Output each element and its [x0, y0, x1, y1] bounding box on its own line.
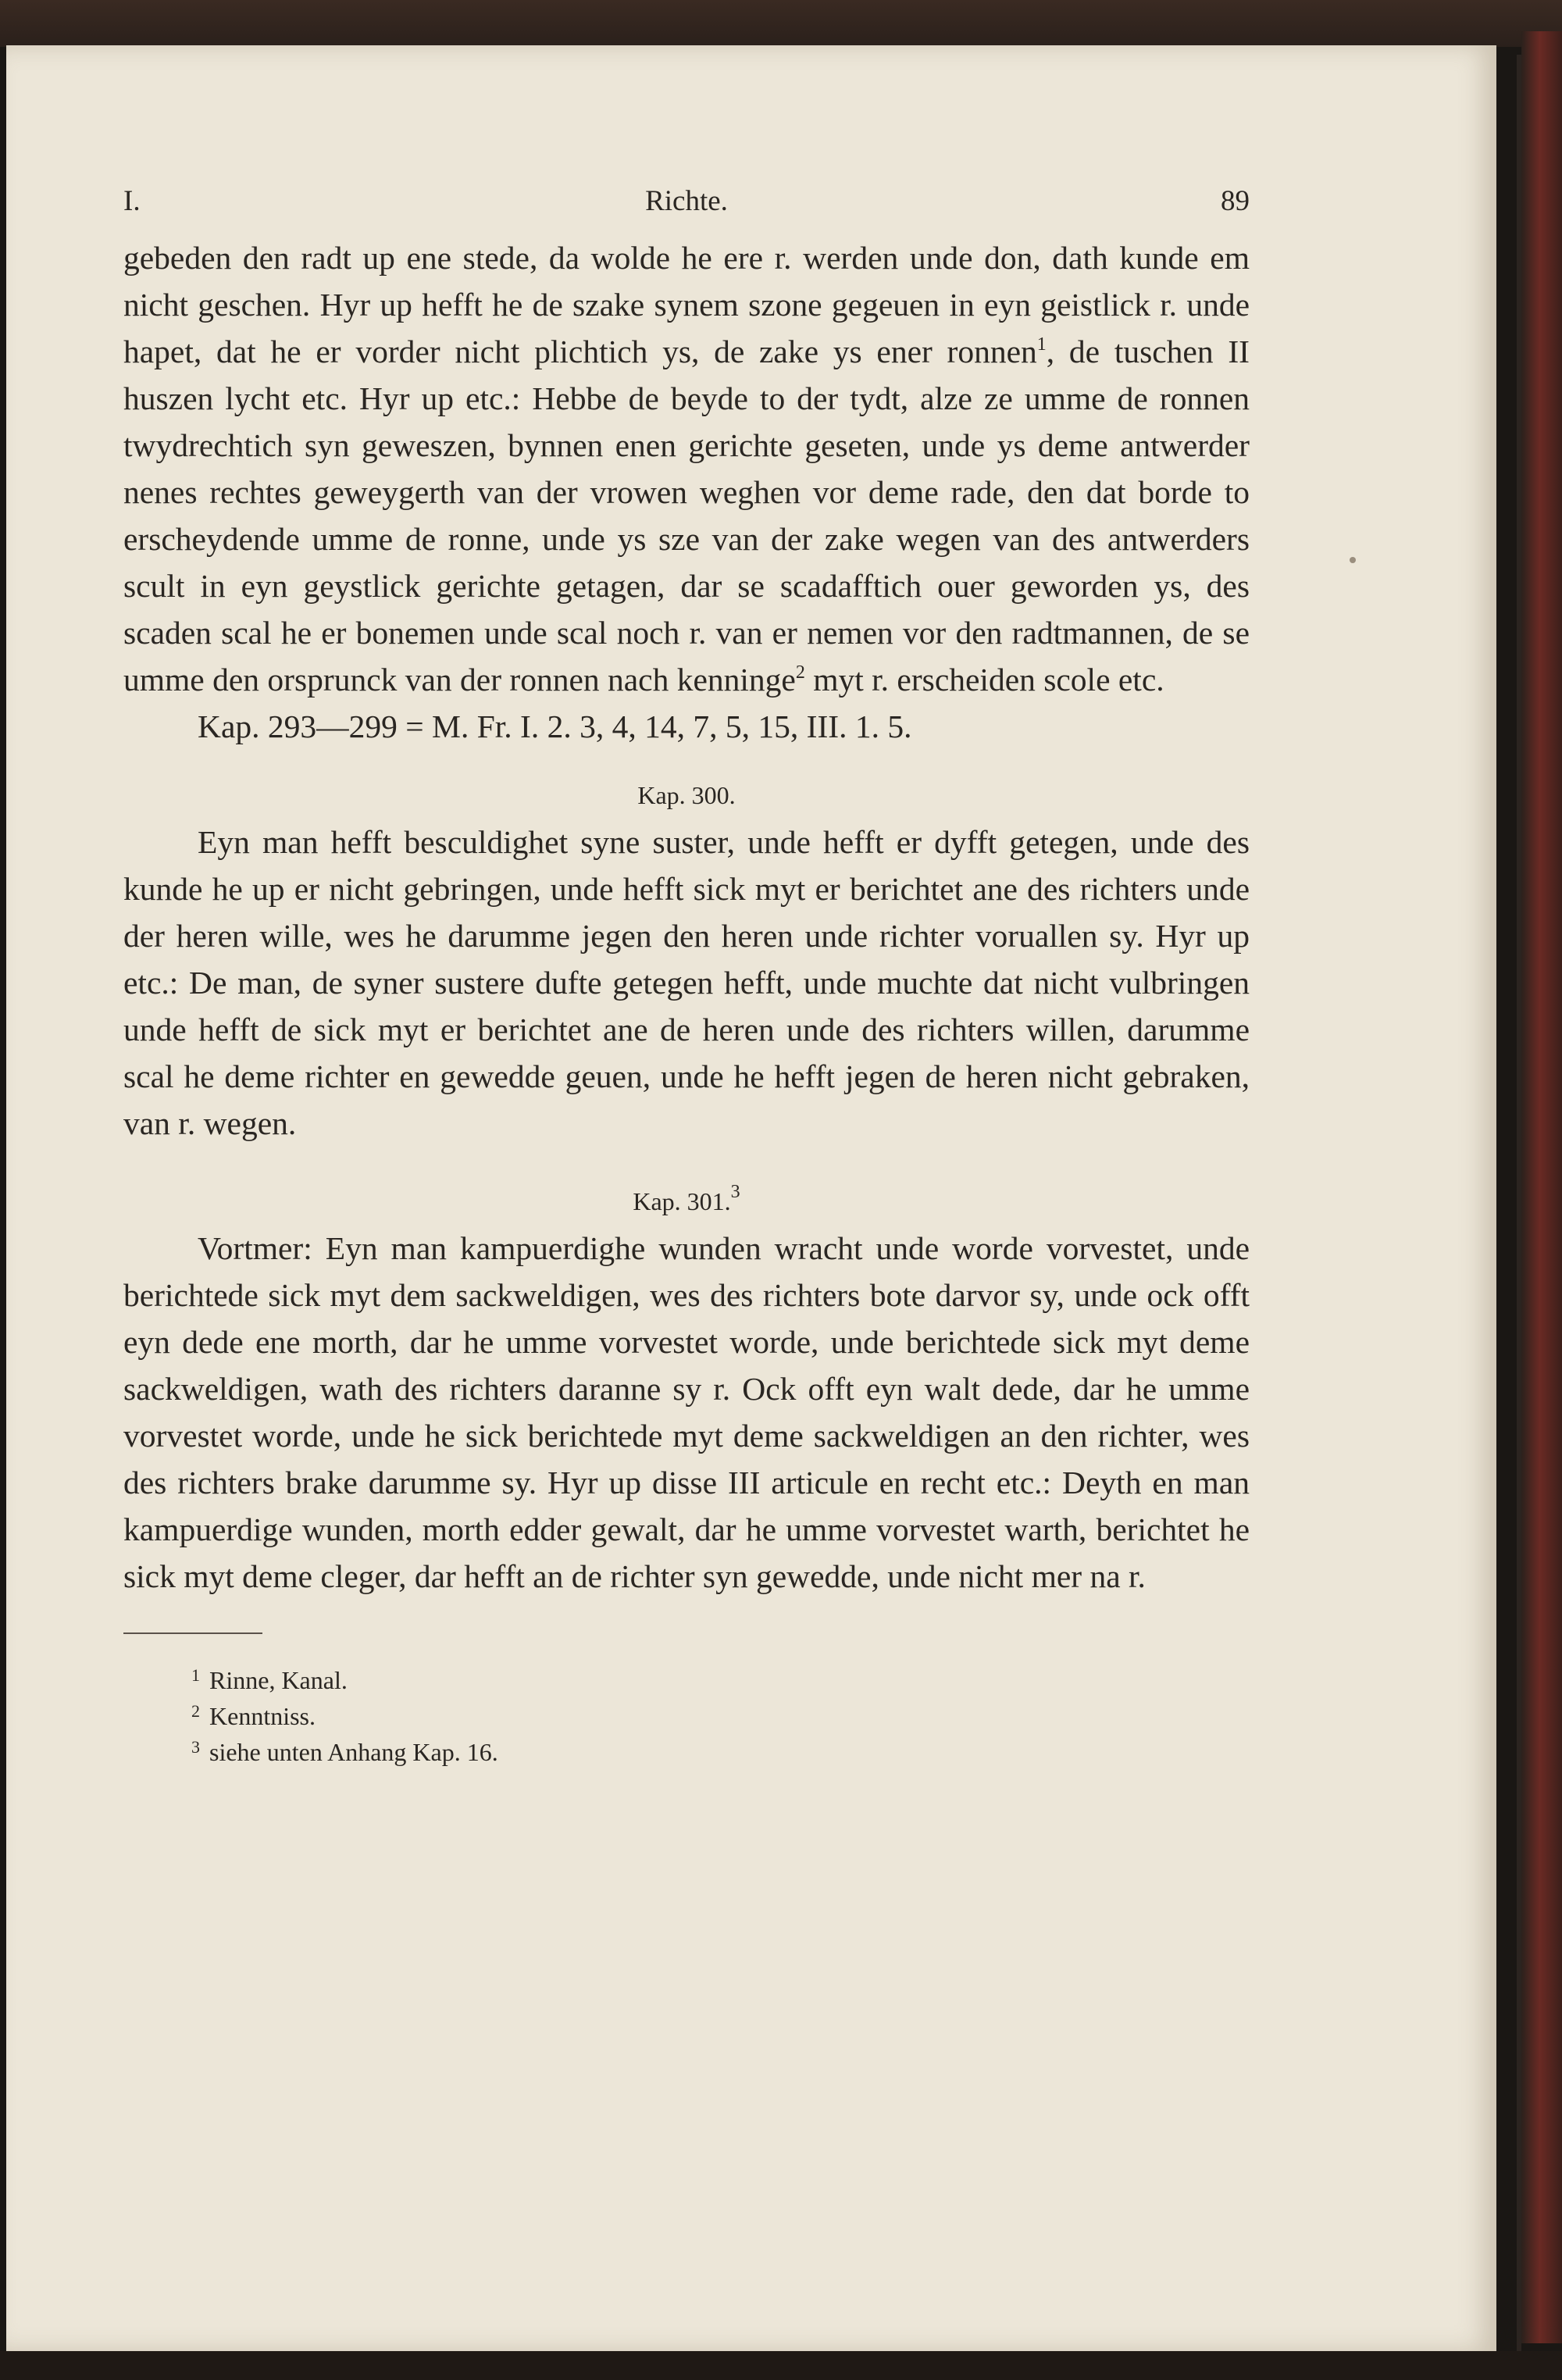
footnote-1: [123, 1662, 1250, 1698]
page-content: [123, 178, 1250, 1770]
footnote-text: siehe unten Anhang Kap. 16.: [209, 1738, 498, 1766]
footnote-3: [123, 1734, 1250, 1770]
intro-paragraph: [123, 234, 1250, 703]
book-page: [6, 45, 1496, 2351]
footnote-divider: [123, 1632, 262, 1634]
chapter-heading-300: Kap. 300.: [637, 781, 736, 809]
chapter-heading-301-text: Kap. 301.: [633, 1187, 731, 1215]
section-number: I.: [123, 185, 141, 217]
page-gutter-shadow: [1517, 55, 1521, 2351]
running-title: Richte.: [645, 185, 728, 217]
running-head: [123, 178, 1250, 225]
footnote-mark: 1: [191, 1665, 200, 1685]
intro-paragraph-text-c: myt r. erscheiden scole etc.: [804, 662, 1164, 698]
footnote-text: Rinne, Kanal.: [209, 1666, 348, 1694]
book-cover-top-edge: [0, 0, 1562, 47]
footnotes: [123, 1662, 1250, 1770]
footnote-mark: 3: [191, 1737, 200, 1757]
footnote-ref-3: 3: [730, 1182, 740, 1202]
footnote-ref-2: 2: [795, 662, 805, 683]
footnote-ref-1: 1: [1036, 334, 1047, 355]
book-cover-right-edge: [1521, 31, 1562, 2343]
intro-paragraph-text-a: gebeden den radt up ene stede, da wolde he ere r. werden unde don, dath kunde em nicht geschen. Hyr up hefft he de szake synem szone gegeuen in eyn geistlick r. unde hapet, dat he er vorder nicht plichtich ys, de zake ys ener ronnen: [123, 240, 1250, 369]
book-cover-bottom-edge: [0, 2351, 1562, 2380]
chapter-300-text: Eyn man hefft besculdighet syne suster, unde hefft er dyfft getegen, unde des kunde he up er nicht gebringen, unde hefft sick myt er berichtet ane des richters unde der heren wille, wes he darumme jegen den heren unde richter voruallen sy. Hyr up etc.: De man, de syner sustere dufte getegen hefft, unde muchte dat nicht vulbringen unde hefft de sick myt er berichtet ane de heren unde des richters willen, darumme scal he deme richter en gewedde geuen, unde he hefft jegen de heren nicht gebraken, van r. wegen.: [123, 824, 1250, 1141]
chapter-301-text: Vortmer: Eyn man kampuerdighe wunden wracht unde worde vorvestet, unde berichtede sick myt dem sackweldigen, wes des richters bote darvor sy, unde ock offt eyn dede ene morth, dar he umme vorvestet worde, unde berichtede sick myt deme sackweldigen, wath des richters daranne sy r. Ock offt eyn walt dede, dar he umme vorvestet worde, unde he sick berichtede myt deme sackweldigen an den richter, wes des richters brake darumme sy. Hyr up disse III articule en recht etc.: Deyth en man kampuerdige wunden, morth edder gewalt, dar he umme vorvestet warth, berichtet he sick myt deme cleger, dar hefft an de richter syn gewedde, unde nicht mer na r.: [123, 1230, 1250, 1594]
footnote-2: [123, 1698, 1250, 1734]
paper-speck: [1350, 557, 1356, 563]
intro-paragraph-text-b: , de tuschen II huszen lycht etc. Hyr up etc.: Hebbe de beyde to der tydt, alze ze umme de ronnen twydrechtich syn geweszen, bynnen enen gerichte geseten, unde ys deme antwerder nenes rechtes geweygerth van der vrowen weghen vor deme rade, den dat borde to erscheydende umme de ronne, unde ys sze van der zake wegen van des antwerders scult in eyn geystlick gerichte getagen, dar se scadafftich ouer geworden ys, des scaden scal he er bonemen unde scal noch r. van er nemen vor den radtmannen, de se umme den orsprunck van der ronnen nach kenninge: [123, 334, 1250, 698]
page-number: 89: [1221, 185, 1250, 217]
chapter-heading-301: [123, 1178, 1250, 1225]
cross-reference: Kap. 293—299 = M. Fr. I. 2. 3, 4, 14, 7, 5, 15, III. 1. 5.: [198, 708, 912, 744]
footnote-text: Kenntniss.: [209, 1702, 316, 1730]
footnote-mark: 2: [191, 1701, 200, 1721]
